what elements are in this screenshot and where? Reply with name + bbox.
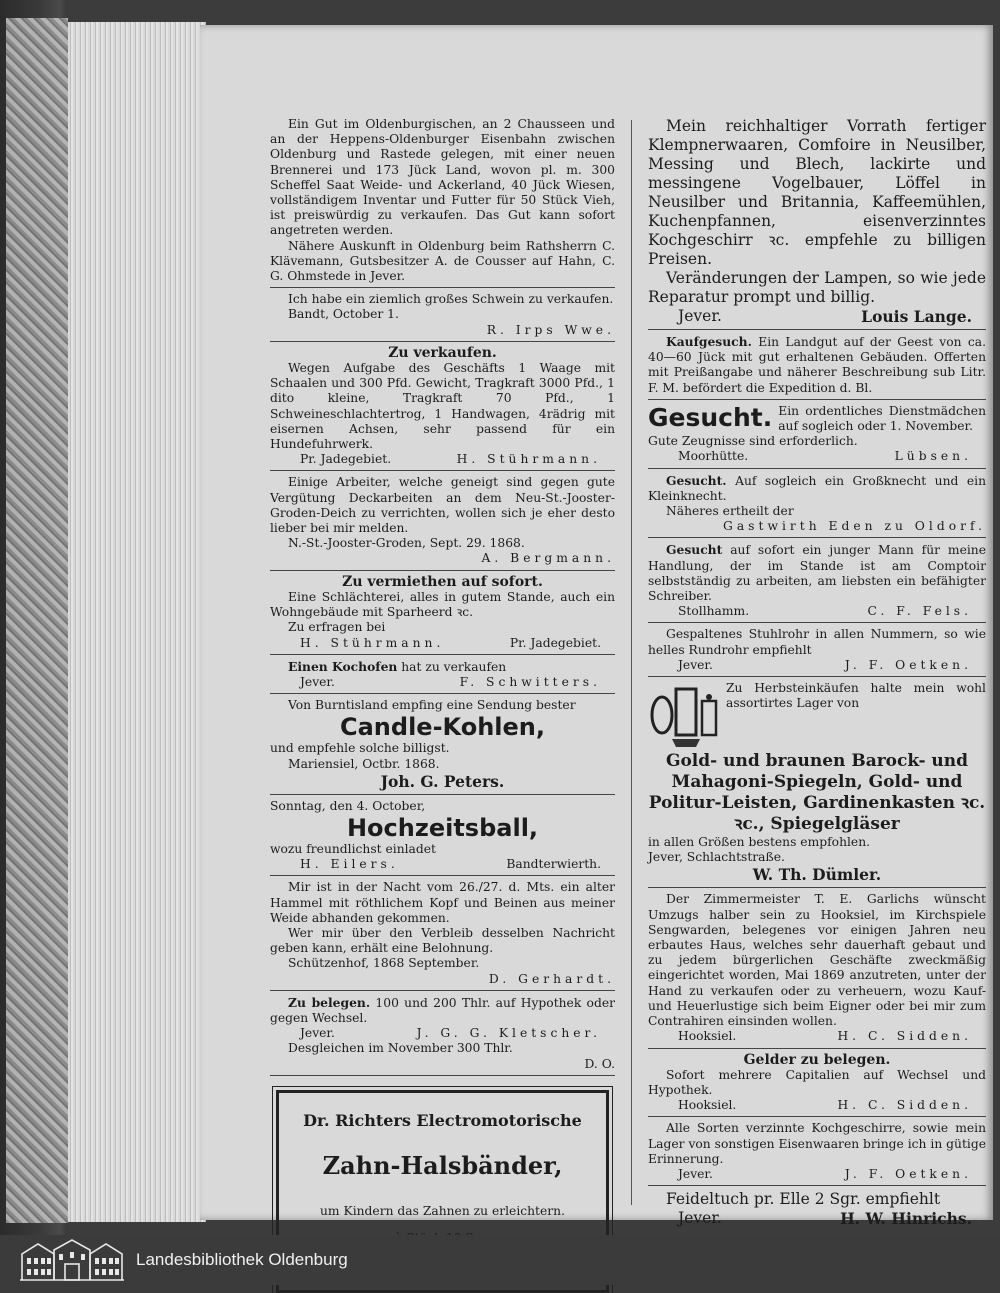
ad-hochzeitsball xyxy=(270,797,615,877)
ad-text: Sofort mehrere Capitalien auf Wechsel und Hypothek. xyxy=(648,1067,986,1097)
ad-text: Mein reichhaltiger Vorrath fertiger Klempnerwaaren, Comfoire in Neusilber, Messing und Blech, lackirte und messingene Vogelbauer, Löffel in Neusilber und Britannia, Kaffeemühlen, Kuchenpfannen, eisenverzinntes Kochgeschirr ꝛc. empfehle zu billigen Preisen. xyxy=(648,117,986,268)
ad-place: Bandt, October 1. xyxy=(288,307,399,322)
ad-bold: Kaufgesuch. xyxy=(666,334,752,349)
ad-text: auf sofort ein junger Mann für meine Handlung, der im Stande ist am Comptoir selbstständig zu arbeiten, am liebsten ein befähigter Schreiber. xyxy=(648,543,986,604)
ad-text: Ein ordentliches Dienstmädchen auf sogleich oder 1. November. xyxy=(778,403,986,434)
ad-signature: J. F. Oetken. xyxy=(844,1166,972,1181)
ad-text: Desgleichen im November 300 Thlr. xyxy=(288,1041,513,1056)
ad-spiegel xyxy=(648,679,986,888)
ad-title: Gesucht. xyxy=(648,402,773,432)
ad-signature: R. Irps Wwe. xyxy=(486,322,615,337)
ad-zu-verkaufen xyxy=(270,344,615,472)
ad-lost-sheep xyxy=(270,878,615,990)
ad-text: Veränderungen der Lampen, so wie jede Reparatur prompt und billig. xyxy=(648,269,986,306)
ad-signature: Lübsen. xyxy=(894,449,972,464)
ad-estate-sale xyxy=(270,115,615,288)
ad-text: Gespaltenes Stuhlrohr in allen Nummern, so wie helles Rundrohr empfiehlt xyxy=(648,627,986,657)
marbled-cover xyxy=(6,18,68,1223)
right-column xyxy=(648,115,986,1280)
ad-text: Ich habe ein ziemlich großes Schwein zu verkaufen. xyxy=(288,292,614,307)
ad-pig-sale xyxy=(270,290,615,342)
ad-text: Zu Herbsteinkäufen halte mein wohl assortirtes Lager von xyxy=(726,681,986,711)
ad-signature: H. Eilers. xyxy=(300,857,399,872)
ad-text: Feideltuch pr. Elle 2 Sgr. empfiehlt xyxy=(666,1190,941,1209)
ad-text: Ein Landgut auf der Geest von ca. 40—60 Jück mit gut erhaltenen Gebäuden. Offerten mit Preißangabe und näherer Beschreibung sub Litr. F. M. befördert die Expedition d. Bl. xyxy=(648,335,986,395)
ad-text: Sonntag, den 4. October, xyxy=(270,798,426,813)
ad-place: Jever, Schlachtstraße. xyxy=(648,850,785,865)
ad-signature: Joh. G. Peters. xyxy=(380,771,505,791)
ad-signature: H. W. Hinrichs. xyxy=(840,1209,972,1229)
ad-signature: C. F. Fels. xyxy=(867,604,972,619)
ad-signature: J. G. G. Kletscher. xyxy=(416,1026,601,1041)
ad-kochofen xyxy=(270,657,615,694)
ad-bold: Zu belegen. xyxy=(288,994,371,1010)
ad-place: Stollhamm. xyxy=(678,604,750,619)
ad-bold: Gesucht. xyxy=(666,472,727,488)
ad-text: um Kindern das Zahnen zu erleichtern. xyxy=(320,1203,565,1218)
ad-signature: Louis Lange. xyxy=(861,307,972,326)
ad-signature: H. Stührmann. xyxy=(456,452,601,467)
ad-text: in allen Größen bestens empfohlen. xyxy=(648,835,871,850)
ad-text: Näheres ertheilt der xyxy=(666,504,794,519)
ad-text: Mir ist in der Nacht vom 26./27. d. Mts. ein alter Hammel mit röthlichem Kopf und Beinen aus meiner Weide abhanden gekommen. xyxy=(270,880,615,925)
ad-gesucht-mann xyxy=(648,540,986,623)
ad-text: Wegen Aufgabe des Geschäfts 1 Waage mit Schaalen und 300 Pfd. Gewicht, Tragkraft 3000 Pfd., 1 dito kleine, Tragkraft 70 Pfd., 1 Schweineschlachtertrog, 1 Handwagen, 4rädrig mit eisernen Achsen, sehr passend für ein Hundefuhrwerk. xyxy=(270,361,615,452)
ad-text: Alle Sorten verzinnte Kochgeschirre, sowie mein Lager von sonstigen Eisenwaaren bringe ich in gütige Erinnerung. xyxy=(648,1121,986,1166)
ad-heading: Zu vermiethen auf sofort. xyxy=(342,573,543,590)
ad-zu-belegen xyxy=(270,993,615,1076)
ad-text: Von Burntisland empfing eine Sendung bester xyxy=(288,698,576,713)
ad-klempnerwaaren xyxy=(648,115,986,330)
ad-kaufgesuch xyxy=(648,332,986,400)
ad-signature: W. Th. Dümler. xyxy=(752,865,882,885)
ad-text: Wer mir über den Verbleib desselben Nachricht geben kann, erhält eine Belohnung. xyxy=(270,925,615,956)
ad-title: Hochzeitsball, xyxy=(346,813,539,842)
ad-kochgeschirre xyxy=(648,1119,986,1186)
ad-title: Zahn-Halsbänder, xyxy=(322,1150,563,1180)
ad-text: 100 und 200 Thlr. auf Hypothek oder gegen Wechsel. xyxy=(270,995,615,1025)
library-footer-bar xyxy=(0,1235,1000,1285)
ad-text: Nähere Auskunft in Oldenburg beim Rathsherrn C. Klävemann, Gutsbesitzer A. de Cousser auf Hahn, C. G. Ohmstede in Jever. xyxy=(270,238,615,284)
ad-signature: Gastwirth Eden zu Oldorf. xyxy=(723,519,986,534)
ad-place: Jever. xyxy=(300,674,335,689)
library-name[interactable]: Landesbibliothek Oldenburg xyxy=(136,1250,348,1269)
ad-place: Hooksiel. xyxy=(678,1029,737,1044)
ad-bold: Gesucht xyxy=(666,542,723,558)
ad-text: Zu erfragen bei xyxy=(288,620,386,635)
ad-text: Einige Arbeiter, welche geneigt sind gegen gute Vergütung Deckarbeiten an dem Neu-St.-Jooster-Groden-Deich zu verrichten, wollen sich je eher desto lieber bei mir melden. xyxy=(270,475,615,536)
ad-place: Pr. Jadegebiet. xyxy=(509,635,601,650)
ad-place: Pr. Jadegebiet. xyxy=(300,452,392,467)
ad-gesucht-knecht xyxy=(648,471,986,539)
ad-text: hat zu verkaufen xyxy=(401,659,507,674)
ad-title: Candle-Kohlen, xyxy=(340,713,545,742)
ad-signature: D. O. xyxy=(584,1056,615,1071)
ad-heading: Gelder zu belegen. xyxy=(743,1051,891,1068)
ad-signature: D. Gerhardt. xyxy=(488,971,615,986)
newspaper-page xyxy=(200,25,993,1229)
ad-heading: Zu verkaufen. xyxy=(388,344,497,361)
ad-signature: J. F. Oetken. xyxy=(844,657,972,672)
ad-signature: H. Stührmann. xyxy=(300,635,445,650)
page-edges xyxy=(68,22,206,1222)
ad-place: Jever. xyxy=(678,1209,722,1228)
left-column xyxy=(270,115,615,1293)
ad-place: Jever. xyxy=(300,1026,335,1041)
ad-title: Dr. Richters Electromotorische xyxy=(303,1110,582,1130)
ad-place: Jever. xyxy=(678,307,722,325)
ad-place: Hooksiel. xyxy=(678,1098,737,1113)
ad-place: N.-St.-Jooster-Groden, Sept. 29. 1868. xyxy=(288,536,525,551)
ad-zu-vermiethen xyxy=(270,573,615,655)
ad-signature: H. C. Sidden. xyxy=(837,1029,972,1044)
mirror-illustration-icon xyxy=(648,681,720,751)
ad-workers-wanted xyxy=(270,473,615,570)
ad-signature: H. C. Sidden. xyxy=(837,1098,972,1113)
ad-bold: Einen Kochofen xyxy=(288,658,398,674)
ad-signature: F. Schwitters. xyxy=(459,674,601,689)
ad-stuhlrohr xyxy=(648,625,986,677)
ad-place: Schützenhof, 1868 September. xyxy=(288,956,480,971)
ad-gesucht-maid xyxy=(648,402,986,469)
ad-place: Bandterwierth. xyxy=(506,857,601,872)
ad-candle-kohlen xyxy=(270,696,615,795)
ad-house-sale xyxy=(648,890,986,1048)
ad-place: Jever. xyxy=(678,657,713,672)
ad-text: Gute Zeugnisse sind erforderlich. xyxy=(648,434,858,449)
ad-feideltuch xyxy=(648,1188,986,1231)
ad-place: Moorhütte. xyxy=(678,449,749,464)
ad-text: Der Zimmermeister T. E. Garlichs wünscht Umzugs halber sein zu Hooksiel, im Kirchspiele Sengwarden, belegenes vor einigen Jahren neu erbautes Haus, welches sehr dauerhaft gebaut und zu jedem bürgerlichen Geschäfte zweckmäßig eingerichtet worden, Mai 1869 anzutreten, unter der Hand zu verkaufen oder zu verheuern, wozu Kauf- und Heuerlustige sich beim Eigner oder bei mir zum Contrahiren einsinden wollen. xyxy=(648,892,986,1029)
ad-text: Ein Gut im Oldenburgischen, an 2 Chausseen und an der Heppens-Oldenburger Eisenbahn zwischen Oldenburg und Rastede gelegen, mit einer neuen Brennerei und 173 Jück Land, wovon pl. m. 300 Scheffel Saat Weide- und Ackerland, 40 Jück Wiesen, vollständigem Inventar und Futter für 50 Stück Vieh, ist preiswürdig zu verkaufen. Das Gut kann sofort angetreten werden. xyxy=(270,117,615,238)
ad-signature: A. Bergmann. xyxy=(481,551,615,566)
library-building-logo-icon xyxy=(18,1238,126,1282)
ad-title: Gold- und braunen Barock- und Mahagoni-Spiegeln, Gold- und Politur-Leisten, Gardinenkasten ꝛc. ꝛc., Spiegelgläser xyxy=(648,751,986,835)
ad-text: und empfehle solche billigst. xyxy=(270,741,450,756)
ad-place: Jever. xyxy=(678,1166,713,1181)
ad-text: wozu freundlichst einladet xyxy=(270,841,436,856)
ad-gelder-zu-belegen xyxy=(648,1051,986,1118)
ad-place: Mariensiel, Octbr. 1868. xyxy=(288,756,440,771)
ad-text: Auf sogleich ein Großknecht und ein Kleinknecht. xyxy=(648,473,986,503)
ad-text: Eine Schlächterei, alles in gutem Stande, auch ein Wohngebäude mit Sparheerd ꝛc. xyxy=(270,589,615,620)
column-divider xyxy=(631,120,632,1205)
